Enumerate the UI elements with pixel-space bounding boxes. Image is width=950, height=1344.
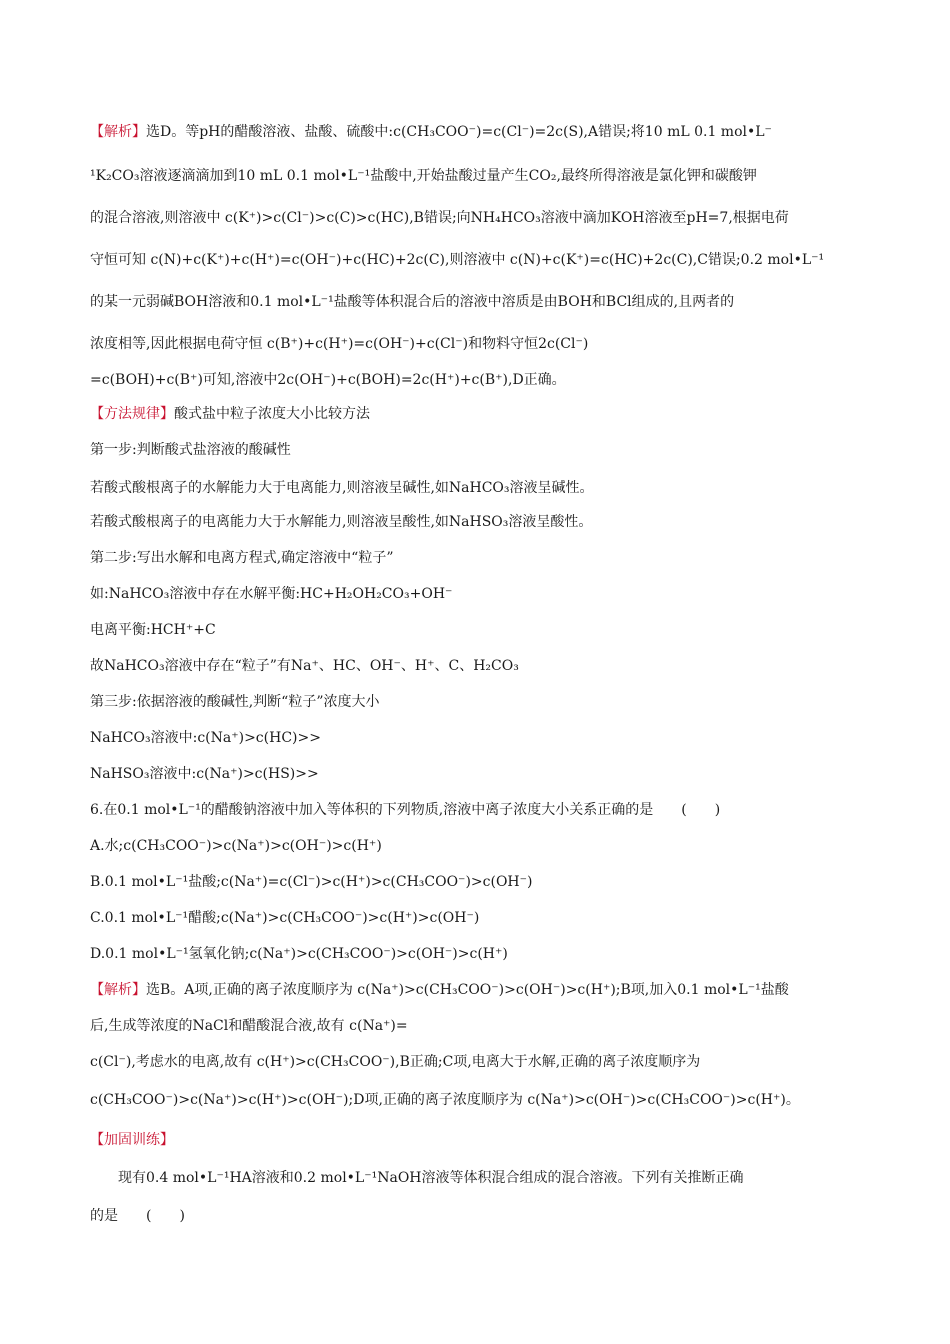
line-text: 浓度相等,因此根据电荷守恒 c(B⁺)+c(H⁺)=c(OH⁻)+c(Cl⁻)和物料守恒2c(Cl⁻) [90, 336, 589, 352]
line-text: NaHSO₃溶液中:c(Na⁺)>c(HS)>> [90, 766, 319, 782]
line-text: NaHCO₃溶液中:c(Na⁺)>c(HC)>> [90, 730, 321, 746]
text-line [90, 980, 789, 1000]
line-text: D.0.1 mol•L⁻¹氢氧化钠;c(Na⁺)>c(CH₃COO⁻)>c(OH⁻)>c(H⁺) [90, 946, 508, 962]
line-text: 选B。A项,正确的离子浓度顺序为 c(Na⁺)>c(CH₃COO⁻)>c(OH⁻)>c(H⁺);B项,加入0.1 mol•L⁻¹盐酸 [146, 982, 789, 998]
text-line [90, 1168, 744, 1188]
text-line [90, 944, 508, 964]
line-text: 的混合溶液,则溶液中 c(K⁺)>c(Cl⁻)>c(C)>c(HC),B错误;向NH₄HCO₃溶液中滴加KOH溶液至pH=7,根据电荷 [90, 210, 789, 226]
section-tag: 【加固训练】 [90, 1132, 174, 1148]
text-line [90, 478, 594, 498]
line-text: 选D。等pH的醋酸溶液、盐酸、硫酸中:c(CH₃COO⁻)=c(Cl⁻)=2c(S),A错误;将10 mL 0.1 mol•L⁻ [146, 124, 772, 140]
line-text: 第二步:写出水解和电离方程式,确定溶液中“粒子” [90, 550, 394, 566]
text-line [90, 1016, 408, 1036]
text-line [90, 122, 772, 142]
section-tag: 【解析】 [90, 124, 146, 140]
text-line [90, 620, 216, 640]
line-text: B.0.1 mol•L⁻¹盐酸;c(Na⁺)=c(Cl⁻)>c(H⁺)>c(CH₃COO⁻)>c(OH⁻) [90, 874, 533, 890]
line-text: 第一步:判断酸式盐溶液的酸碱性 [90, 442, 291, 458]
line-text: c(CH₃COO⁻)>c(Na⁺)>c(H⁺)>c(OH⁻);D项,正确的离子浓度顺序为 c(Na⁺)>c(OH⁻)>c(CH₃COO⁻)>c(H⁺)。 [90, 1092, 800, 1108]
text-line [90, 404, 370, 424]
line-text: 故NaHCO₃溶液中存在“粒子”有Na⁺、HC、OH⁻、H⁺、C、H₂CO₃ [90, 658, 519, 674]
text-line [90, 334, 588, 354]
line-text: 的是 ( ) [90, 1208, 185, 1224]
text-line [90, 728, 321, 748]
text-line [90, 584, 452, 604]
text-line [90, 292, 734, 312]
section-tag: 【解析】 [90, 982, 146, 998]
text-line [90, 440, 291, 460]
line-text: 若酸式酸根离子的水解能力大于电离能力,则溶液呈碱性,如NaHCO₃溶液呈碱性。 [90, 480, 594, 496]
text-line [90, 1130, 174, 1150]
line-text: 的某一元弱碱BOH溶液和0.1 mol•L⁻¹盐酸等体积混合后的溶液中溶质是由BOH和BCl组成的,且两者的 [90, 294, 735, 310]
line-text: 6.在0.1 mol•L⁻¹的醋酸钠溶液中加入等体积的下列物质,溶液中离子浓度大小关系正确的是 ( ) [90, 802, 721, 818]
text-line [90, 208, 789, 228]
line-text: 第三步:依据溶液的酸碱性,判断“粒子”浓度大小 [90, 694, 380, 710]
text-line [90, 764, 319, 784]
text-line [90, 1052, 700, 1072]
text-line [90, 1206, 185, 1226]
line-text: 守恒可知 c(N)+c(K⁺)+c(H⁺)=c(OH⁻)+c(HC)+2c(C),则溶液中 c(N)+c(K⁺)=c(HC)+2c(C),C错误;0.2 mol•L⁻¹ [90, 252, 825, 268]
text-line [90, 656, 519, 676]
line-text: c(Cl⁻),考虑水的电离,故有 c(H⁺)>c(CH₃COO⁻),B正确;C项,电离大于水解,正确的离子浓度顺序为 [90, 1054, 701, 1070]
text-line [90, 250, 824, 270]
text-line [90, 548, 393, 568]
line-text: 现有0.4 mol•L⁻¹HA溶液和0.2 mol•L⁻¹NaOH溶液等体积混合组成的混合溶液。下列有关推断正确 [90, 1170, 744, 1186]
section-tag: 【方法规律】 [90, 406, 174, 422]
text-line [90, 872, 532, 892]
line-text: 电离平衡:HCH⁺+C [90, 622, 216, 638]
text-line [90, 1090, 800, 1110]
text-line [90, 800, 720, 820]
line-text: 若酸式酸根离子的电离能力大于水解能力,则溶液呈酸性,如NaHSO₃溶液呈酸性。 [90, 514, 593, 530]
line-text: 酸式盐中粒子浓度大小比较方法 [174, 406, 370, 422]
text-line [90, 692, 379, 712]
line-text: 后,生成等浓度的NaCl和醋酸混合液,故有 c(Na⁺)= [90, 1018, 408, 1034]
line-text: A.水;c(CH₃COO⁻)>c(Na⁺)>c(OH⁻)>c(H⁺) [90, 838, 382, 854]
line-text: C.0.1 mol•L⁻¹醋酸;c(Na⁺)>c(CH₃COO⁻)>c(H⁺)>c(OH⁻) [90, 910, 480, 926]
text-line [90, 908, 479, 928]
text-line [90, 512, 592, 532]
line-text: ¹K₂CO₃溶液逐滴滴加到10 mL 0.1 mol•L⁻¹盐酸中,开始盐酸过量产生CO₂,最终所得溶液是氯化钾和碳酸钾 [90, 168, 757, 184]
text-line [90, 370, 566, 390]
line-text: 如:NaHCO₃溶液中存在水解平衡:HC+H₂OH₂CO₃+OH⁻ [90, 586, 453, 602]
text-line [90, 836, 382, 856]
text-line [90, 166, 757, 186]
line-text: =c(BOH)+c(B⁺)可知,溶液中2c(OH⁻)+c(BOH)=2c(H⁺)+c(B⁺),D正确。 [90, 372, 566, 388]
